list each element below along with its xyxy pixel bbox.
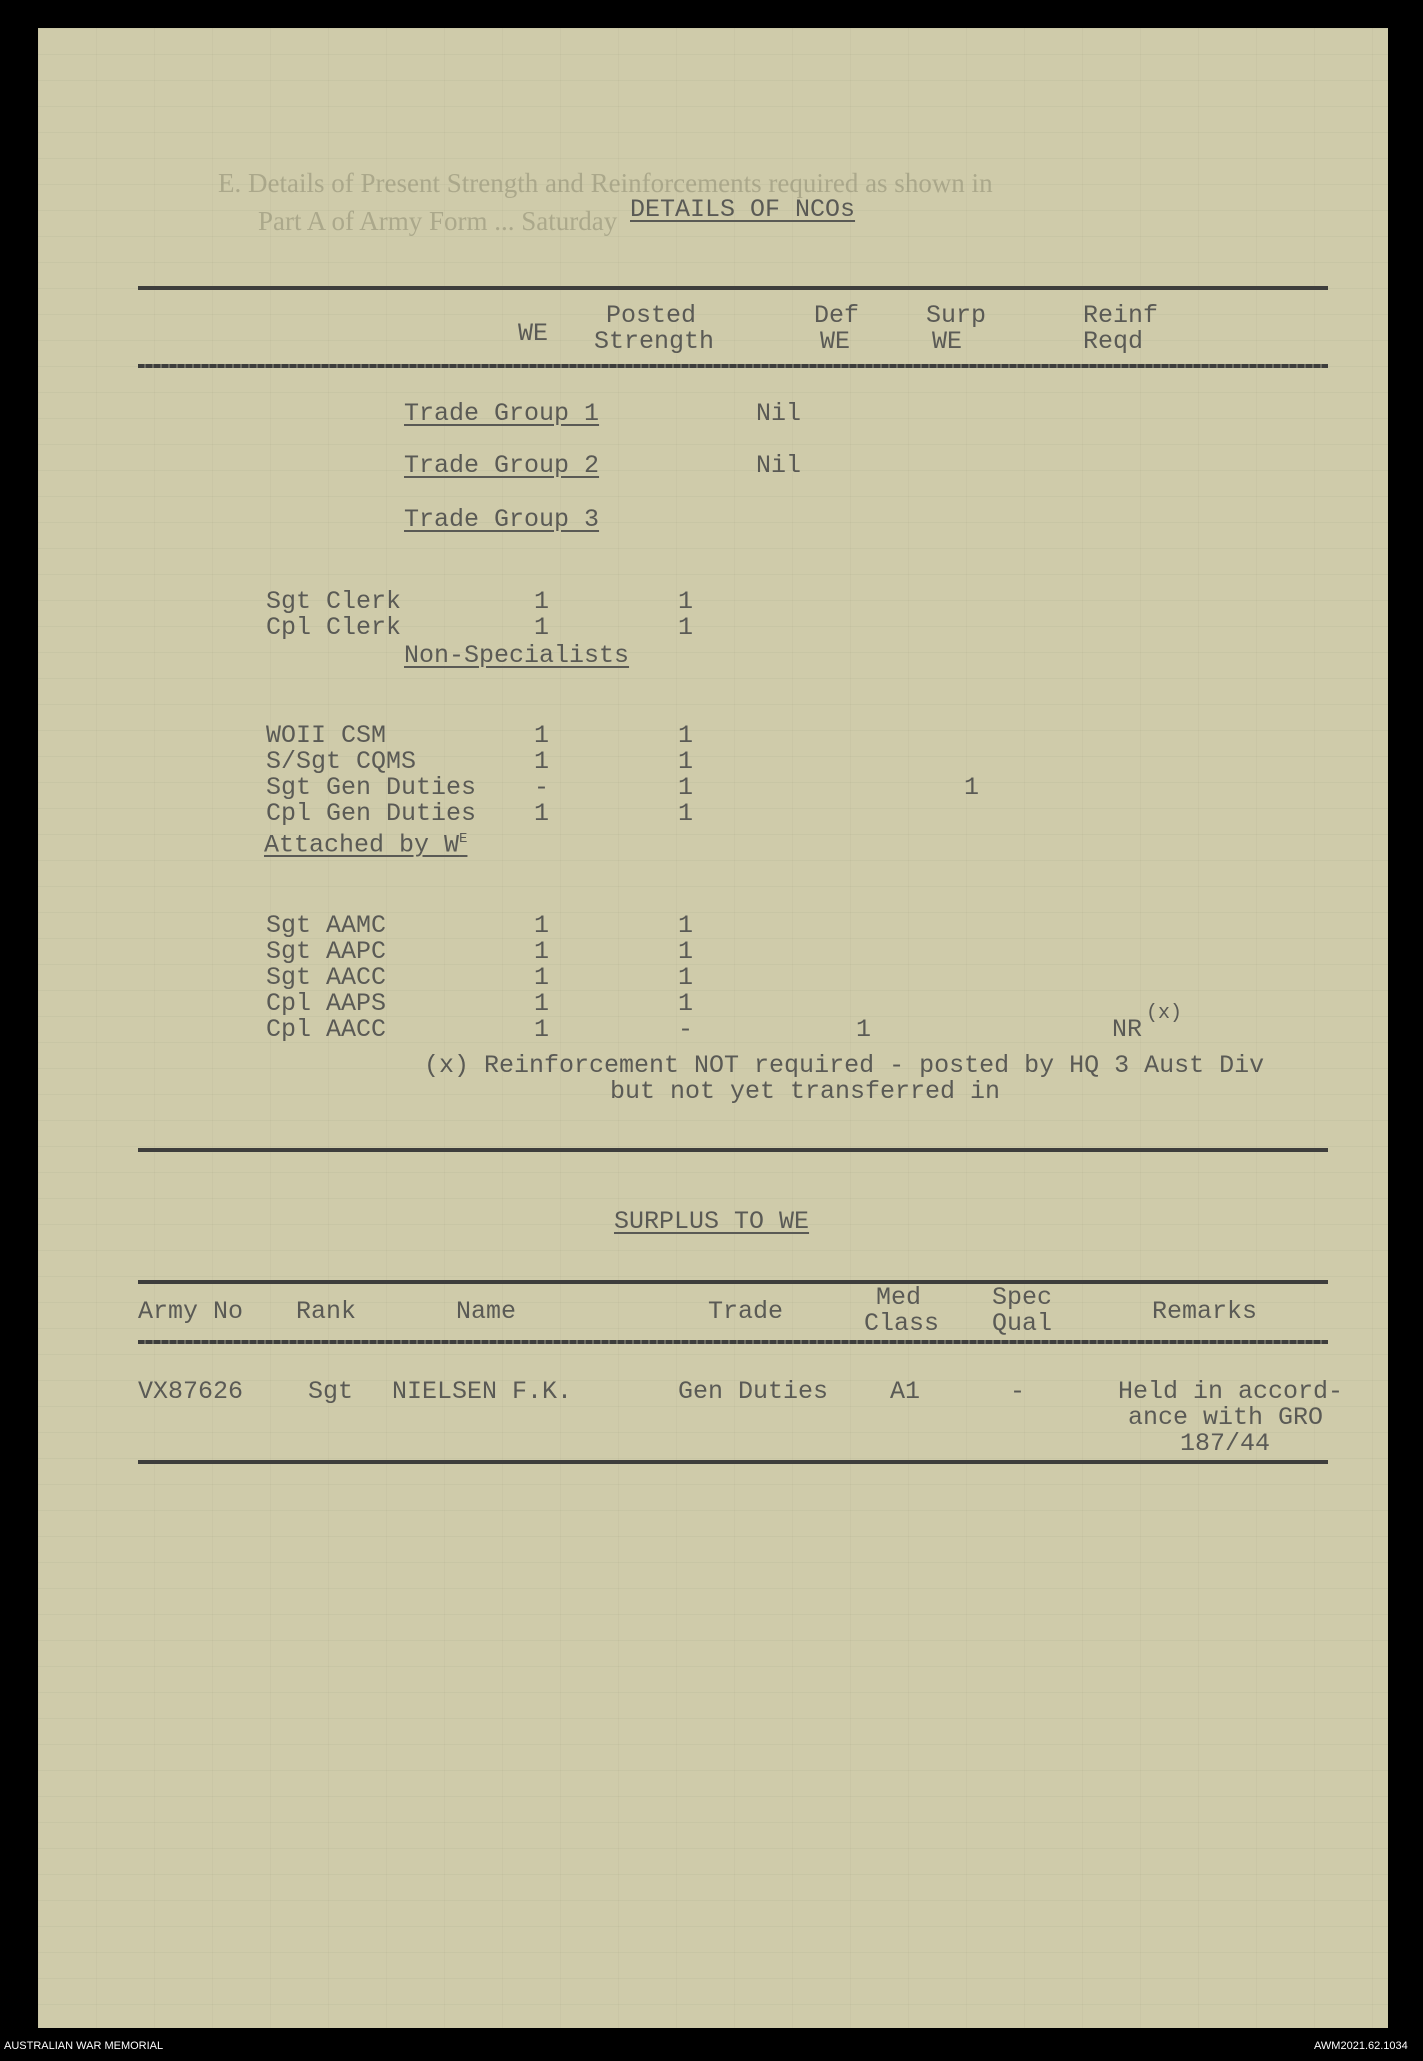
nco-posted-cell: 1 xyxy=(678,721,694,750)
nco-posted-cell: 1 xyxy=(678,963,694,992)
header-def-2: WE xyxy=(820,327,851,356)
nco-rank-cell: Sgt Gen Duties xyxy=(266,773,477,802)
trade-group-2-value: Nil xyxy=(756,451,802,480)
header-we: WE xyxy=(518,319,549,348)
section-divider-rule xyxy=(138,1148,1328,1152)
surplus-header-rule xyxy=(138,1340,1328,1344)
nco-posted-cell: 1 xyxy=(678,587,694,616)
surplus-rank: Sgt xyxy=(308,1377,354,1406)
nco-surp-cell: 1 xyxy=(964,773,980,802)
nco-rank-cell: Cpl AAPS xyxy=(266,989,387,1018)
nco-we-cell: 1 xyxy=(534,937,550,966)
nco-posted-cell: 1 xyxy=(678,799,694,828)
header-surp-1: Surp xyxy=(926,301,987,330)
nco-rank-cell: Sgt AACC xyxy=(266,963,387,992)
surplus-title: SURPLUS TO WE xyxy=(614,1207,810,1236)
header-def-1: Def xyxy=(814,301,860,330)
nco-we-cell: 1 xyxy=(534,613,550,642)
surplus-header-rank: Rank xyxy=(296,1297,357,1326)
ghost-line-1: E. Details of Present Strength and Reinforcements required as shown in xyxy=(218,168,993,198)
nco-we-cell: 1 xyxy=(534,963,550,992)
trade-group-3: Trade Group 3 xyxy=(404,505,600,534)
surplus-bottom-rule xyxy=(138,1460,1328,1464)
surplus-trade: Gen Duties xyxy=(678,1377,829,1406)
nco-posted-cell: 1 xyxy=(678,989,694,1018)
nco-we-cell: 1 xyxy=(534,799,550,828)
reinf-superscript: (x) xyxy=(1146,1002,1183,1025)
nco-rank-cell: Cpl AACC xyxy=(266,1015,387,1044)
nco-we-cell: 1 xyxy=(534,1015,550,1044)
header-posted-2: Strength xyxy=(594,327,715,356)
surplus-header-remarks: Remarks xyxy=(1152,1297,1258,1326)
nco-rank-cell: WOII CSM xyxy=(266,721,387,750)
reinforcement-note-line-1: (x) Reinforcement NOT required - posted by HQ 3 Aust Div xyxy=(424,1051,1265,1080)
surplus-remarks-3: 187/44 xyxy=(1180,1429,1271,1458)
surplus-spec: - xyxy=(1010,1377,1026,1406)
footer-credit: AUSTRALIAN WAR MEMORIAL xyxy=(4,2040,164,2052)
nco-reinf-cell: NR xyxy=(1112,1015,1143,1044)
header-reinf-1: Reinf xyxy=(1083,301,1159,330)
header-reinf-2: Reqd xyxy=(1083,327,1144,356)
nco-we-cell: 1 xyxy=(534,587,550,616)
nco-posted-cell: 1 xyxy=(678,773,694,802)
nco-rank-cell: Sgt AAMC xyxy=(266,911,387,940)
surplus-army-no: VX87626 xyxy=(138,1377,244,1406)
surplus-header-army-no: Army No xyxy=(138,1297,244,1326)
trade-group-1-value: Nil xyxy=(756,399,802,428)
nco-posted-cell: 1 xyxy=(678,747,694,776)
page-title: DETAILS OF NCOs xyxy=(630,195,856,224)
non-specialists-heading: Non-Specialists xyxy=(404,641,630,670)
nco-we-cell: 1 xyxy=(534,721,550,750)
nco-posted-cell: 1 xyxy=(678,937,694,966)
ghost-line-2: Part A of Army Form ... Saturday xyxy=(258,206,618,236)
surplus-med: A1 xyxy=(890,1377,921,1406)
surplus-header-med-1: Med xyxy=(876,1283,922,1312)
surplus-remarks-2: ance with GRO xyxy=(1128,1403,1324,1432)
surplus-top-rule xyxy=(138,1280,1328,1284)
nco-posted-cell: - xyxy=(678,1015,694,1044)
reinforcement-note-line-2: but not yet transferred in xyxy=(610,1077,1001,1106)
surplus-header-spec-2: Qual xyxy=(992,1309,1053,1338)
surplus-name: NIELSEN F.K. xyxy=(392,1377,573,1406)
surplus-header-med-2: Class xyxy=(864,1309,940,1338)
nco-rank-cell: Sgt AAPC xyxy=(266,937,387,966)
header-bottom-rule xyxy=(138,364,1328,368)
nco-posted-cell: 1 xyxy=(678,911,694,940)
surplus-remarks-1: Held in accord- xyxy=(1118,1377,1344,1406)
surplus-header-trade: Trade xyxy=(708,1297,784,1326)
trade-group-2: Trade Group 2 xyxy=(404,451,600,480)
trade-group-1: Trade Group 1 xyxy=(404,399,600,428)
footer-accession: AWM2021.62.1034 xyxy=(1314,2040,1408,2052)
surplus-header-name: Name xyxy=(456,1297,517,1326)
surplus-header-spec-1: Spec xyxy=(992,1283,1053,1312)
nco-rank-cell: S/Sgt CQMS xyxy=(266,747,417,776)
attached-heading xyxy=(264,826,467,858)
header-surp-2: WE xyxy=(932,327,963,356)
nco-we-cell: 1 xyxy=(534,747,550,776)
header-posted-1: Posted xyxy=(606,301,697,330)
nco-def-cell: 1 xyxy=(856,1015,872,1044)
attached-heading-sup: E xyxy=(459,831,468,847)
nco-we-cell: 1 xyxy=(534,989,550,1018)
document-page xyxy=(38,28,1388,2028)
nco-we-cell: 1 xyxy=(534,911,550,940)
attached-heading-text: Attached by W xyxy=(264,830,460,860)
nco-posted-cell: 1 xyxy=(678,613,694,642)
nco-rank-cell: Cpl Gen Duties xyxy=(266,799,477,828)
header-top-rule xyxy=(138,286,1328,290)
nco-we-cell: - xyxy=(534,773,550,802)
nco-rank-cell: Sgt Clerk xyxy=(266,587,402,616)
nco-rank-cell: Cpl Clerk xyxy=(266,613,402,642)
